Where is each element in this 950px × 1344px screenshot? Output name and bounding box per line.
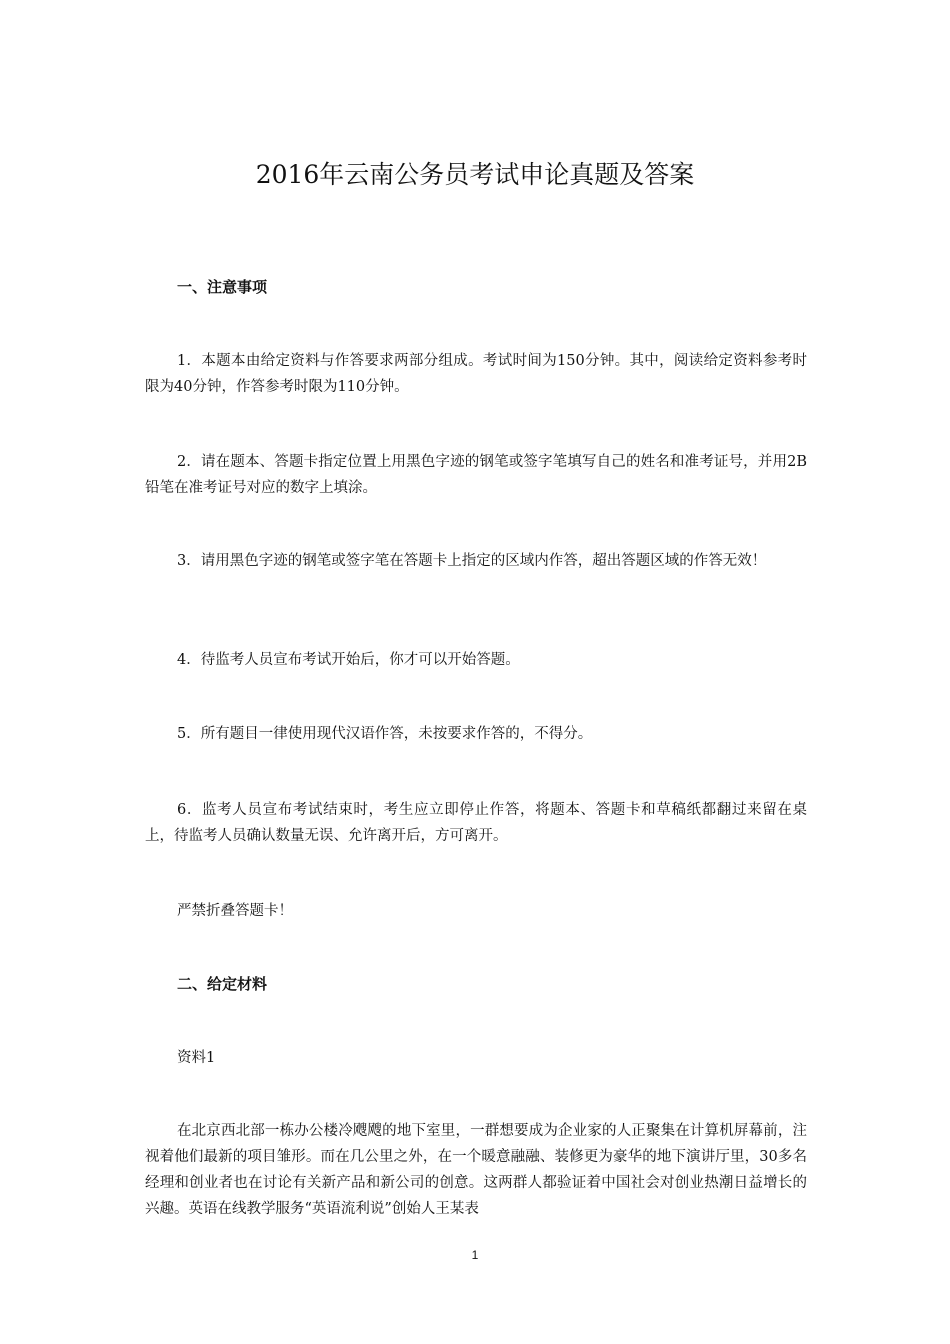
note-paragraph-1: 1．本题本由给定资料与作答要求两部分组成。考试时间为150分钟。其中，阅读给定资料参考时限为40分钟，作答参考时限为110分钟。 [145, 353, 807, 395]
note-paragraph-6: 6．监考人员宣布考试结束时，考生应立即停止作答，将题本、答题卡和草稿纸都翻过来留在桌上，待监考人员确认数量无误、允许离开后，方可离开。 [145, 802, 807, 844]
note-paragraph-2: 2．请在题本、答题卡指定位置上用黑色字迹的钢笔或签字笔填写自己的姓名和准考证号，并用2B铅笔在准考证号对应的数字上填涂。 [145, 454, 807, 496]
document-title: 2016年云南公务员考试申论真题及答案 [255, 160, 695, 189]
section-heading-materials: 二、给定材料 [177, 975, 268, 993]
material-label: 资料1 [177, 1050, 216, 1066]
material-paragraph: 在北京西北部一栋办公楼冷飕飕的地下室里，一群想要成为企业家的人正聚集在计算机屏幕前，注视着他们最新的项目雏形。而在几公里之外，在一个暖意融融、装修更为豪华的地下演讲厅里，30多名经理和创业者也在讨论有关新产品和新公司的创意。这两群人都验证着中国社会对创业热潮日益增长的兴趣。英语在线教学服务“英语流利说”创始人王某表 [145, 1123, 807, 1217]
page-number: 1 [471, 1248, 479, 1262]
warning-text: 严禁折叠答题卡！ [177, 903, 293, 919]
note-paragraph-3: 3．请用黑色字迹的钢笔或签字笔在答题卡上指定的区域内作答，超出答题区域的作答无效！ [177, 553, 767, 569]
section-heading-notes: 一、注意事项 [177, 278, 268, 296]
note-paragraph-5: 5．所有题目一律使用现代汉语作答，未按要求作答的，不得分。 [177, 726, 593, 742]
note-paragraph-4: 4．待监考人员宣布考试开始后，你才可以开始答题。 [177, 652, 520, 668]
